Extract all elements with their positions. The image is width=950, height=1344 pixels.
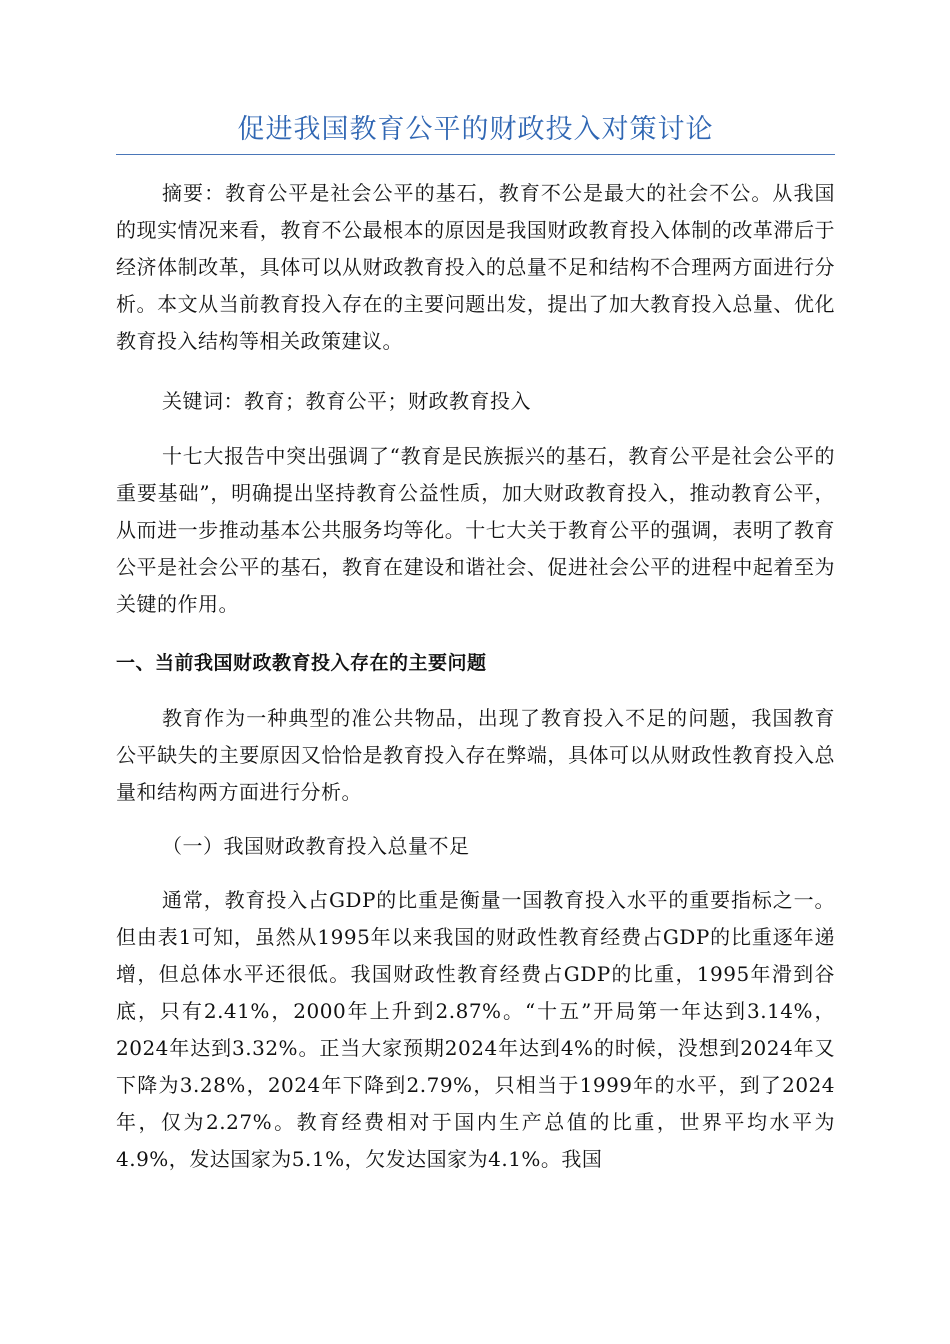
intro-paragraph: 十七大报告中突出强调了“教育是民族振兴的基石，教育公平是社会公平的重要基础”，明确提出坚持教育公益性质，加大财政教育投入，推动教育公平，从而进一步推动基本公共服务均等化。十七大关于教育公平的强调，表明了教育公平是社会公平的基石，教育在建设和谐社会、促进社会公平的进程中起着至为关键的作用。 — [116, 444, 835, 616]
keywords-line: 关键词：教育；教育公平；财政教育投入 — [162, 389, 531, 413]
title-underline — [116, 154, 835, 155]
abstract-paragraph: 摘要：教育公平是社会公平的基石，教育不公是最大的社会不公。从我国的现实情况来看，教育不公最根本的原因是我国财政教育投入体制的改革滞后于经济体制改革，具体可以从财政教育投入的总量不足和结构不合理两方面进行分析。本文从当前教育投入存在的主要问题出发，提出了加大教育投入总量、优化教育投入结构等相关政策建议。 — [116, 181, 835, 353]
subsection-1-paragraph: 通常，教育投入占GDP的比重是衡量一国教育投入水平的重要指标之一。但由表1可知，虽然从1995年以来我国的财政性教育经费占GDP的比重逐年递增，但总体水平还很低。我国财政性教育经费占GDP的比重，1995年滑到谷底，只有2.41%，2000年上升到2.87%。“十五”开局第一年达到3.14%，2024年达到3.32%。正当大家预期2024年达到4%的时候，没想到2024年又下降为3.28%，2024年下降到2.79%，只相当于1999年的水平，到了2024年，仅为2.27%。教育经费相对于国内生产总值的比重，世界平均水平为4.9%，发达国家为5.1%，欠发达国家为4.1%。我国 — [116, 888, 835, 1171]
section-heading-1: 一、当前我国财政教育投入存在的主要问题 — [116, 652, 487, 674]
section-1-paragraph: 教育作为一种典型的准公共物品，出现了教育投入不足的问题，我国教育公平缺失的主要原因又恰恰是教育投入存在弊端，具体可以从财政性教育投入总量和结构两方面进行分析。 — [116, 706, 835, 804]
subsection-heading-1: （一）我国财政教育投入总量不足 — [162, 834, 470, 858]
document-title: 促进我国教育公平的财政投入对策讨论 — [237, 114, 714, 145]
